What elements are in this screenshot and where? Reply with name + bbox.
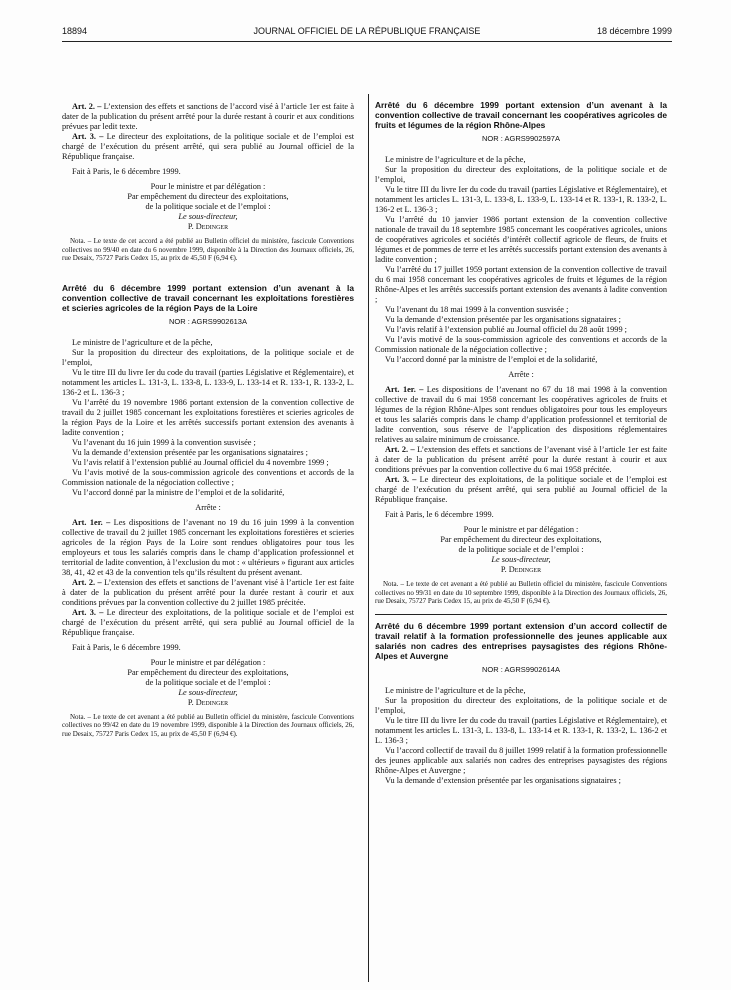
arrete-heading: Arrête :	[195, 502, 221, 512]
article-label: Art. 1er. –	[72, 517, 111, 527]
article-text: L’extension des effets et sanctions de l’avenant visé à l’article 1er est faite à dater de la publication du présent arrêté pour la durée restant à courir et aux conditions prévues par la convention collective du 6 mai 1958 précitée.	[375, 445, 668, 474]
signatory-name: P. Dedinger	[187, 222, 229, 231]
nor-reference: NOR : AGRS9902613A	[169, 316, 247, 326]
article-label: Art. 2. –	[385, 445, 415, 454]
paragraph: Vu l’avenant du 16 juin 1999 à la convention susvisée ;	[72, 437, 256, 447]
article-paragraph	[62, 578, 354, 608]
signature-line: de la politique sociale et de l’emploi :	[458, 545, 584, 554]
article-paragraph	[375, 385, 667, 445]
article-label: Art. 3. –	[72, 132, 104, 141]
paragraph: Sur la proposition du directeur des exploitations, de la politique sociale et de l’emploi,	[375, 165, 667, 184]
paragraph: Vu la demande d’extension présentée par les organisations signataires ;	[385, 315, 621, 324]
paragraph: Vu l’accord donné par la ministre de l’emploi et de la solidarité,	[385, 355, 598, 364]
paragraph: Vu le titre III du livre Ier du code du travail (parties Législative et Réglementaire), et notamment les articles L. 131-3, L. 133-8, L. 133-14 et R. 133-1, R. 133-2, L. 136-2 et L. 136-3 ;	[375, 715, 667, 745]
article-label: Art. 2. –	[72, 577, 102, 587]
fait-line: Fait à Paris, le 6 décembre 1999.	[72, 642, 181, 652]
paragraph: Vu l’avis relatif à l’extension publié au Journal officiel du 4 novembre 1999 ;	[72, 457, 329, 467]
signature-line: de la politique sociale et de l’emploi :	[145, 677, 271, 687]
article-text: L’extension des effets et sanctions de l’accord visé à l’article 1er est faite à dater de la publication du présent arrêté pour la durée restant à courir et aux conditions prévues par ledit texte.	[62, 102, 355, 131]
nor-reference: NOR : AGRS9902597A	[482, 134, 560, 143]
article-paragraph	[375, 445, 667, 475]
article-text: Le directeur des exploitations, de la politique sociale et de l’emploi est chargé de l’exécution du présent arrêté, qui sera publié au Journal officiel de la République française.	[375, 475, 667, 504]
article-label: Art. 2. –	[72, 102, 102, 111]
page-number: 18894	[62, 26, 88, 36]
signature-line: de la politique sociale et de l’emploi :	[145, 202, 271, 211]
signature-title: Le sous-directeur,	[491, 555, 551, 564]
fait-line: Fait à Paris, le 6 décembre 1999.	[72, 167, 181, 176]
paragraph: Vu l’avis relatif à l’extension publié au Journal officiel du 28 août 1999 ;	[385, 325, 627, 334]
left-column	[62, 102, 354, 738]
paragraph: Vu l’accord donné par la ministre de l’emploi et de la solidarité,	[72, 487, 285, 497]
signatory-name: P. Dedinger	[187, 697, 229, 707]
issue-date: 18 décembre 1999	[596, 26, 672, 36]
signatory-name: P. Dedinger	[500, 565, 542, 574]
article-paragraph	[375, 475, 667, 505]
nota: Nota. – Le texte de cet accord a été publié au Bulletin officiel du ministère, fascicule Conventions collectives no 99/40 en date du 6 novembre 1999, disponible à la Direction des Journaux officiels, 26, rue Desaix, 75727 Paris Cedex 15, au prix de 45,50 F (6,94 €).	[62, 237, 354, 262]
header-rule	[62, 41, 672, 42]
fait-line: Fait à Paris, le 6 décembre 1999.	[385, 510, 494, 519]
paragraph: Vu l’avenant du 18 mai 1999 à la convention susvisée ;	[385, 305, 569, 314]
paragraph: Vu le titre III du livre Ier du code du travail (parties Législative et Réglementaire), et notamment les articles L. 131-3, L. 133-8, L. 133-9, L. 133-14 et R. 133-1, R. 133-2, L. 136-2 et L. 136-3 ;	[375, 185, 667, 214]
paragraph: Vu la demande d’extension présentée par les organisations signataires ;	[385, 775, 621, 785]
signature-line: Pour le ministre et par délégation :	[463, 525, 579, 534]
article-label: Art. 3. –	[385, 475, 417, 484]
arrete-heading: Arrête :	[508, 370, 534, 379]
article-text: Le directeur des exploitations, de la politique sociale et de l’emploi est chargé de l’exécution du présent arrêté, qui sera publié au Journal officiel de la République française.	[62, 132, 354, 161]
signature-line: Par empêchement du directeur des exploitations,	[127, 192, 289, 201]
decree-title: Arrêté du 6 décembre 1999 portant extension d’un accord collectif de travail relatif à la formation professionnelle des jeunes applicable aux salariés non cadres des entreprises paysagistes des régions Rhône-Alpes et Auvergne	[375, 620, 667, 661]
section-separator	[375, 614, 667, 615]
article-paragraph	[62, 518, 354, 578]
paragraph: Vu l’accord collectif de travail du 8 juillet 1999 relatif à la formation professionnelle des jeunes applicable aux salariés non cadres des entreprises paysagistes des régions Rhône-Alpes et Auvergne ;	[375, 745, 667, 775]
right-column	[375, 100, 667, 786]
paragraph: Vu l’arrêté du 10 janvier 1986 portant extension de la convention collective nationale de travail du 18 septembre 1985 concernant les coopératives agricoles, unions de coopératives agricoles et sociétés d’intérêt collectif agricole de fleurs, de fruits et légumes et de pommes de terre et les arrêtés successifs portant extension des avenants à ladite convention ;	[375, 215, 667, 264]
article-paragraph	[62, 102, 354, 132]
signature-block	[375, 525, 667, 575]
nor-reference: NOR : AGRS9902614A	[482, 664, 560, 674]
article-label: Art. 1er. –	[385, 385, 424, 394]
signature-title: Le sous-directeur,	[178, 687, 238, 697]
paragraph: Le ministre de l’agriculture et de la pêche,	[72, 337, 213, 347]
paragraph: Vu l’avis motivé de la sous-commission agricole des conventions et accords de la Commission nationale de la négociation collective ;	[375, 335, 667, 354]
page-header	[62, 26, 672, 40]
decree-title: Arrêté du 6 décembre 1999 portant extension d’un avenant à la convention collective de travail concernant les coopératives agricoles de fruits et légumes de la région Rhône-Alpes	[375, 100, 667, 130]
signature-block	[62, 658, 354, 708]
article-paragraph	[62, 132, 354, 162]
signature-line: Par empêchement du directeur des exploitations,	[440, 535, 602, 544]
signature-line: Pour le ministre et par délégation :	[150, 657, 266, 667]
paragraph: Vu l’avis motivé de la sous-commission agricole des conventions et accords de la Commission nationale de la négociation collective ;	[62, 467, 354, 487]
article-paragraph	[62, 608, 354, 638]
article-text: Le directeur des exploitations, de la politique sociale et de l’emploi est chargé de l’exécution du présent arrêté, qui sera publié au Journal officiel de la République française.	[62, 607, 354, 637]
paragraph: Sur la proposition du directeur des exploitations, de la politique sociale et de l’emploi,	[62, 347, 354, 367]
paragraph: Le ministre de l’agriculture et de la pêche,	[385, 685, 526, 695]
signature-block	[62, 182, 354, 232]
signature-title: Le sous-directeur,	[178, 212, 238, 221]
paragraph: Vu l’arrêté du 19 novembre 1986 portant extension de la convention collective de travail du 2 juillet 1985 concernant les exploitations forestières et scieries agricoles de la région Pays de la Loire et les arrêtés successifs portant extension des avenants à ladite convention ;	[62, 397, 354, 437]
journal-title: JOURNAL OFFICIEL DE LA RÉPUBLIQUE FRANÇAISE	[253, 26, 481, 36]
nota: Nota. – Le texte de cet avenant a été publié au Bulletin officiel du ministère, fascicule Conventions collectives no 99/42 en date du 19 novembre 1999, disponible à la Direction des Journaux officiels, 26, rue Desaix, 75727 Paris Cedex 15, au prix de 45,50 F (6,94 €).	[62, 712, 354, 738]
paragraph: Vu le titre III du livre Ier du code du travail (parties Législative et Réglementaire), et notamment les articles L. 131-3, L. 133-8, L. 133-9, L. 133-14 et R. 133-1, R. 133-2, L. 136-2 et L. 136-3 ;	[62, 367, 354, 397]
article-label: Art. 3. –	[72, 607, 104, 617]
article-text: L’extension des effets et sanctions de l’avenant visé à l’article 1er est faite à dater de la publication du présent arrêté pour la durée restant à courir et aux conditions prévues par la convention collective du 2 juillet 1985 précitée.	[62, 577, 355, 607]
signature-line: Par empêchement du directeur des exploitations,	[127, 667, 289, 677]
signature-line: Pour le ministre et par délégation :	[150, 182, 266, 191]
article-text: Les dispositions de l’avenant no 67 du 18 mai 1998 à la convention collective de travail du 6 mai 1958 concernant les coopératives agricoles de fruits et légumes de la région Rhône-Alpes sont rendues obligatoires pour tous les employeurs et tous les salariés compris dans le champ d’application professionnel et territorial de ladite convention, sous réserve de l’application des dispositions réglementaires relatives au salaire minimum de croissance.	[375, 385, 667, 444]
nota: Nota. – Le texte de cet avenant a été publié au Bulletin officiel du ministère, fascicule Conventions collectives no 99/31 en date du 10 septembre 1999, disponible à la Direction des Journaux officiels, 26, rue Desaix, 75727 Paris Cedex 15, au prix de 45,50 F (6,94 €).	[375, 580, 667, 605]
decree-title: Arrêté du 6 décembre 1999 portant extension d’un avenant à la convention collective de travail concernant les exploitations forestières et scieries agricoles de la région Pays de la Loire	[62, 282, 354, 313]
paragraph: Sur la proposition du directeur des exploitations, de la politique sociale et de l’emploi,	[375, 695, 667, 715]
article-text: Les dispositions de l’avenant no 19 du 16 juin 1999 à la convention collective de travail du 2 juillet 1985 concernant les exploitations forestières et scieries agricoles de la région Pays de la Loire sont rendues obligatoires pour tous les employeurs et tous les salariés compris dans le champ d’application professionnel et territorial de ladite convention, à l’exclusion du mot : « ultérieurs » figurant aux articles 38, 41, 42 et 43 de la convention tels qu’ils résultent du présent avenant.	[62, 517, 354, 577]
paragraph: Vu l’arrêté du 17 juillet 1959 portant extension de la convention collective de travail du 6 mai 1958 concernant les coopératives agricoles de fruits et légumes de la région Rhône-Alpes et les arrêtés successifs portant extension des avenants à ladite convention ;	[375, 265, 667, 304]
column-divider	[368, 94, 369, 982]
paragraph: Vu la demande d’extension présentée par les organisations signataires ;	[72, 447, 308, 457]
paragraph: Le ministre de l’agriculture et de la pêche,	[385, 155, 526, 164]
